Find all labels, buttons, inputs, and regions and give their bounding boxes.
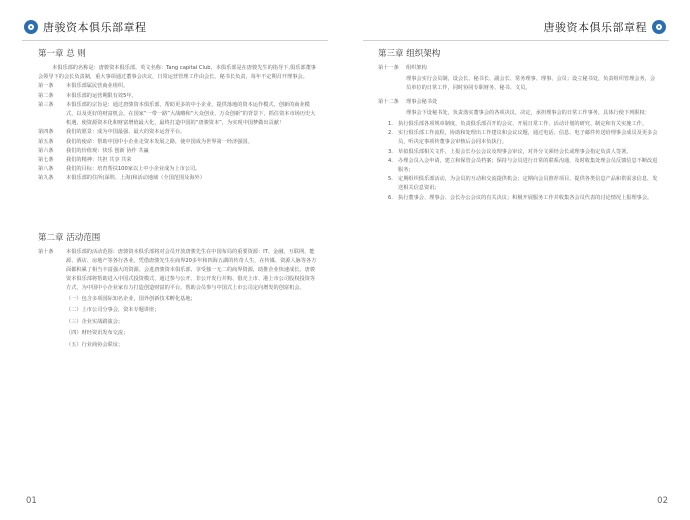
header-title: 唐骏资本俱乐部章程 [43, 21, 147, 34]
page-header [539, 14, 667, 40]
item-number: 4. [388, 157, 393, 164]
article-no: 第十一条 [378, 65, 399, 71]
article [38, 147, 320, 156]
article-no: 第一条 [38, 83, 54, 90]
list-item [378, 120, 660, 129]
article-text: 本俱乐部的运营期限有效5年。 [66, 92, 137, 99]
list-item [378, 157, 660, 175]
item-text: 草拟俱乐部相关文件，上报会长办公会议及理事会审议，对外分文须经会长或理事会指定负责人签署。 [398, 148, 632, 155]
article-10 [38, 248, 320, 294]
list-item [378, 194, 660, 203]
list-item [378, 148, 660, 157]
right-content [378, 46, 660, 203]
article-title: 组织架构 [406, 65, 427, 71]
list-item: （二）上市公司分事会，资本专题讲座； [66, 307, 160, 314]
item-text: 执行董事会、理事会、会长办公会议的有关决议；积极开展服务工作并收集各会员代表的讨论情况上报理事会。 [398, 194, 653, 201]
club-logo-icon [652, 20, 666, 34]
activity-list [38, 294, 320, 352]
article-text: 我们的精神：共担 共享 共荣 [66, 157, 132, 164]
article-text: 本俱乐部的活动范围：唐骏资本俱乐部将对会员开放唐骏先生在中国布局的重要资源：IT、金融、互联网、能源、酒店、房地产等各行各业。凭借唐骏先生在商界20多年和四海五湖的传奇人生，在传媒、资源人脉等各方面都积累了相当丰富强大的资源。会进唐骏资本俱乐部，享受独一无二的商界资源，助推企业快速成长。唐骏资本俱乐部将帮助进入中国式投资模式，通过参与公开、非公开发行并购、借壳上市、港上市公司股权投资等方式，为中国中小企业家有力打造创造财富的平台，帮助会员参与中国式上市公司定向增发的创富机会。 [66, 248, 317, 292]
article-text: 我们的使命：帮助中国中小企业走资本发展之路，使中国成为世界第一经济强国。 [66, 138, 253, 145]
chapter-3-title: 第三章 组织架构 [378, 49, 441, 59]
article-text: 我们的愿景：成为中国最强、最大的资本运营平台。 [66, 129, 186, 136]
article [38, 156, 320, 165]
item-text: 实行俱乐部工作流程，协助和处理出工作建议和会议议题，通过电话、信息、电子邮件传送给理事会成员及更多会员，听决定事项传董事会审核后会同本负执行。 [398, 130, 658, 146]
article [38, 165, 320, 174]
article-text: 我们的价值观：快乐 创新 协作 共赢 [66, 147, 149, 154]
article [38, 82, 320, 91]
article [38, 174, 320, 183]
item-number: 1. [388, 121, 393, 128]
article-12-text: 理事会下设秘书处，负责落实董事会的各项决议，决定，承担理事会的日常工作事务，具体行使下列职权： [406, 109, 650, 116]
article-text: 本俱乐部属民营商业组织。 [66, 83, 129, 90]
article-text: 本俱乐部的住所(深圳、上海)和活动地域（全国范围及海外） [66, 175, 205, 182]
article-11-text: 理事会实行会员制，设会长、秘书长、副会长、常务理事、理事、会员；设立秘书处，负责组织管理会务，会员单位的日常工作，同时协同专职财务、秘书、文员。 [406, 76, 656, 92]
article [38, 101, 320, 129]
article-12-heading [378, 98, 660, 107]
item-number: 5. [388, 176, 393, 183]
article [38, 92, 320, 101]
club-logo-icon [24, 20, 38, 34]
page-header [24, 14, 152, 40]
chapter-1-title: 第一章 总 则 [38, 49, 86, 59]
list-item: （一）包含多项国际知名企业，国外创新技术孵化基地； [66, 295, 196, 302]
article-no: 第二条 [38, 92, 54, 99]
page-number: 01 [26, 496, 37, 506]
article-no: 第八条 [38, 166, 54, 173]
article-title: 理事会秘书处 [406, 98, 438, 105]
article-text: 我们的目标：培育帮扶100家以上中小企业成为上市公司。 [66, 166, 201, 173]
list-item: （四）财经资讯发布交流； [66, 330, 129, 337]
section-spacer [38, 184, 320, 230]
item-text: 执行俱乐部各项规章制度，负责俱乐部召开的会议、开展日常工作、活动计划的研究、制定和有关实施工作。 [398, 121, 648, 128]
article-no: 第六条 [38, 147, 54, 154]
article-no: 第三条 [38, 101, 54, 108]
list-item: （五）行业商协会联谊； [66, 341, 124, 348]
header-rule [363, 40, 669, 41]
article-11-heading [378, 64, 660, 73]
page-number: 02 [657, 496, 668, 506]
article-no: 第五条 [38, 138, 54, 145]
left-content [38, 46, 320, 351]
article [38, 128, 320, 137]
article-no: 第十条 [38, 248, 54, 255]
list-item [378, 129, 660, 147]
item-number: 2. [388, 130, 393, 137]
article [38, 138, 320, 147]
item-number: 3. [388, 148, 393, 155]
article-no: 第四条 [38, 129, 54, 136]
article-no: 第九条 [38, 175, 54, 182]
header-title: 唐骏资本俱乐部章程 [543, 21, 647, 34]
article-text: 本俱乐部的宗旨是：通过唐骏资本俱乐部，帮助更多的中小企业，提供落地的资本运作模式，创新的商业模式，以及更好的财富机会。在国家“一带一路”大战略和“大众创业、万众创新”的背景下，抓住资本市场历史大机遇，使资源资本化和财富增值最大化，最终打造中国的“唐骏资本”，为实现中国梦做出贡献！ [66, 101, 316, 127]
header-rule [22, 40, 328, 41]
item-text: 定期组织俱乐部活动，为会员的互动和交流提供机会；定期向会员推荐项目，提供各类信息产品和供需求信息，发送相关信息资讯； [398, 176, 658, 192]
right-page [345, 0, 690, 520]
article-no: 第十二条 [378, 98, 399, 105]
item-text: 办理会员入会申请，建立和保管会员档案；保持与会员进行日常的联系沟通，及时收集处理会员反馈信息不断改进服务； [398, 157, 658, 174]
duties-list [378, 120, 660, 203]
chapter-2-title: 第二章 活动范围 [38, 232, 101, 243]
list-item: （三）企业实战路演会； [66, 318, 124, 325]
list-item [378, 175, 660, 193]
intro-paragraph: 本俱乐部的名称是：唐骏资本俱乐部。英文名称：Tang capital Club，本俱乐部是在唐骏先生的指导下,俱乐部董事会领导下的会长负责制，重大事项通过董事会决议，日常运营管理工作由会长、秘书长负责，每年不定期召开理事会。 [38, 65, 316, 81]
article-no: 第七条 [38, 157, 54, 164]
item-number: 6. [388, 194, 393, 201]
